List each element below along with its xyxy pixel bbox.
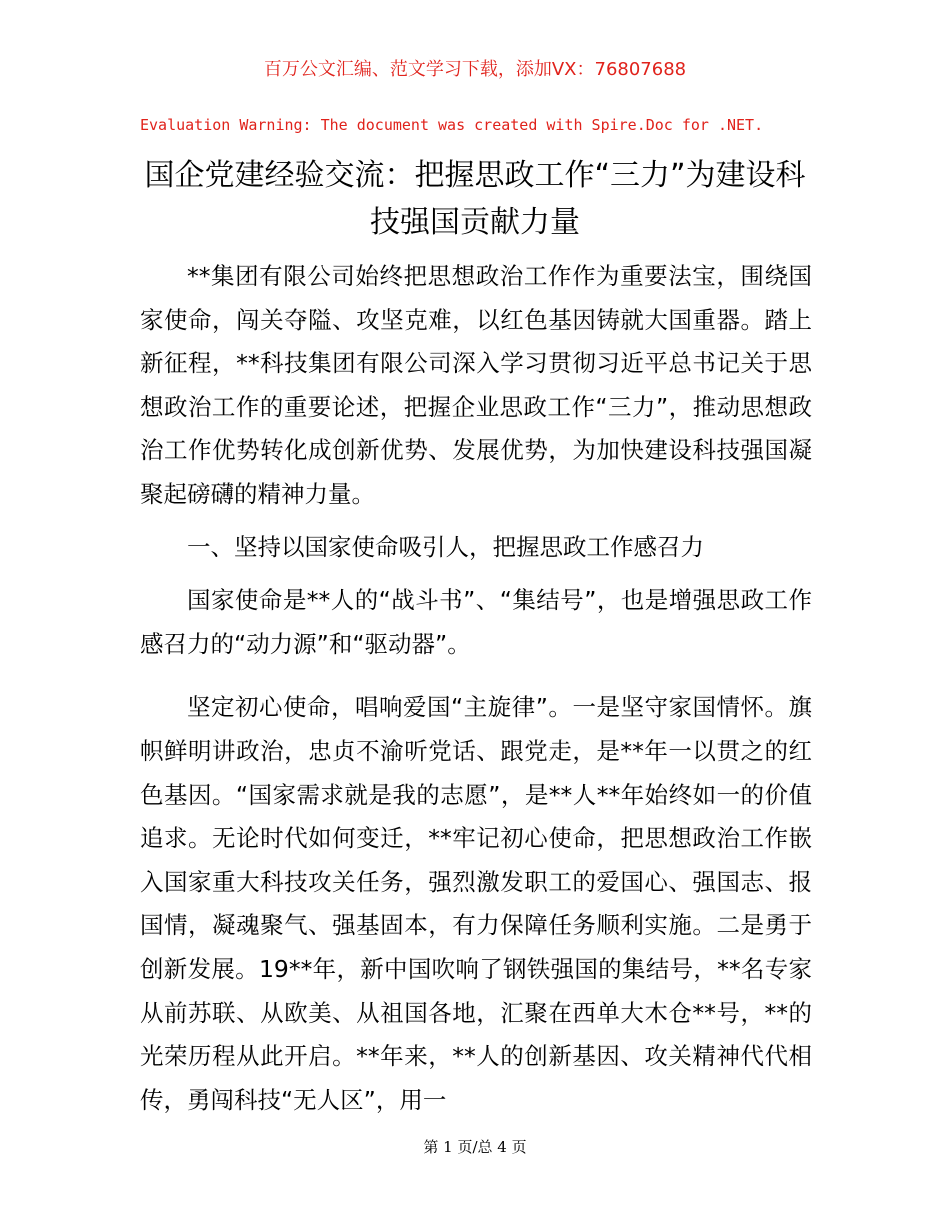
document-title: 国企党建经验交流：把握思政工作“三力”为建设科技强国贡献力量 bbox=[144, 158, 806, 240]
page-indicator: 第 1 页/总 4 页 bbox=[423, 1138, 527, 1156]
paragraph-initial-mission: 坚定初心使命，唱响爱国“主旋律”。一是坚守家国情怀。旗帜鲜明讲政治，忠贞不渝听党话、跟党走，是**年一以贯之的红色基因。“国家需求就是我的志愿”，是**人**年始终如一的价值追求。无论时代如何变迁，**牢记初心使命，把思想政治工作嵌入国家重大科技攻关任务，强烈激发职工的爱国心、强国志、报国情，凝魂聚气、强基固本，有力保障任务顺利实施。二是勇于创新发展。19**年，新中国吹响了钢铁强国的集结号，**名专家从前苏联、从欧美、从祖国各地，汇聚在西单大木仓**号，**的光荣历程从此开启。**年来，**人的创新基因、攻关精神代代相传，勇闯科技“无人区”，用一 bbox=[140, 693, 812, 1114]
section-heading: 一、坚持以国家使命吸引人，把握思政工作感召力 bbox=[187, 532, 704, 561]
paragraph-mission: 国家使命是**人的“战斗书”、“集结号”，也是增强思政工作感召力的“动力源”和“驱动器”。 bbox=[140, 586, 812, 658]
promo-banner: 百万公文汇编、范文学习下载，添加VX：76807688 bbox=[263, 59, 687, 80]
paragraph-intro: **集团有限公司始终把思想政治工作作为重要法宝，围绕国家使命，闯关夺隘、攻坚克难，以红色基因铸就大国重器。踏上新征程，**科技集团有限公司深入学习贯彻习近平总书记关于思想政治工作的重要论述，把握企业思政工作“三力”，推动思想政治工作优势转化成创新优势、发展优势，为加快建设科技强国凝聚起磅礴的精神力量。 bbox=[140, 262, 812, 508]
evaluation-warning: Evaluation Warning: The document was created with Spire.Doc for .NET. bbox=[140, 116, 764, 134]
document-body bbox=[140, 255, 812, 1122]
